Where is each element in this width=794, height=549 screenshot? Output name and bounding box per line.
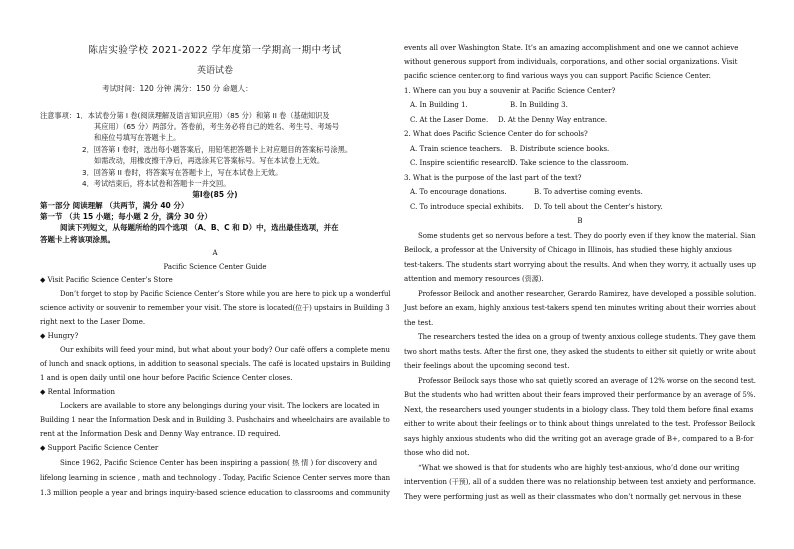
passage-line: Professor Beilock says those who sat quietly scored an average of 12% worse on the second test. xyxy=(418,377,756,385)
passage-line: Next, the researchers used younger students in a biology class. They told them before final exams xyxy=(404,406,754,414)
exam-info: 考试时间：120 分钟 满分：150 分 命题人： xyxy=(102,84,253,93)
passage-line: attention and memory resources (资源). xyxy=(404,275,544,283)
passage-line: 1 and is open daily until one hour before Pacific Science Center closes. xyxy=(40,374,293,382)
instruction: 答题卡上将该项涂黑。 xyxy=(40,235,115,244)
passage-line: science activity or souvenir to remember your visit. The store is located(位于) upstairs in Building 3 xyxy=(40,304,390,312)
passage-line: Since 1962, Pacific Science Center has been inspiring a passion( 热 情 ) for discovery and xyxy=(60,459,378,467)
question-option: B. In Building 3. xyxy=(510,101,568,109)
passage-line: intervention (干预), all of a sudden there was no relationship between test anxiety and performance. xyxy=(404,478,756,486)
question-option: B. To advertise coming events. xyxy=(534,188,643,196)
passage-line: says highly anxious students who did the writing got an average grade of B+, compared to a B-for xyxy=(404,435,754,443)
passage-line: Building 1 near the Information Desk and in Building 3. Pushchairs and wheelchairs are available to xyxy=(40,416,390,424)
exam-note: 如需改动，用橡皮擦干净后，再选涂其它答案标号。写在本试卷上无效。 xyxy=(94,156,325,165)
passage-line: of lunch and snack options, in addition to seasonal specials. The café is located upstairs in Building xyxy=(40,360,391,368)
exam-note: 注意事项：1．本试卷分第 I 卷(阅读理解及语言知识应用）（85 分）和第 II 卷（基础知识及 xyxy=(40,111,330,120)
passage-line: The researchers tested the idea on a group of twenty anxious college students. They gave them xyxy=(418,333,756,341)
passage-heading: ◆ Support Pacific Science Center xyxy=(40,444,159,452)
passage-line: lifelong learning in science , math and technology . Today, Pacific Science Center serves more than xyxy=(40,474,391,482)
question-stem: 2. What does Pacific Science Center do for schools? xyxy=(404,130,588,138)
question-option: A. To encourage donations. xyxy=(410,188,507,196)
passage-line: without generous support from individuals, corporations, and other social organizations. Visit xyxy=(404,58,738,66)
exam-note: 4．考试结束后，将本试卷和答题卡一并交回。 xyxy=(82,179,231,188)
passage-line: the test. xyxy=(404,319,434,327)
passage-line: test-takers. The students start worrying about the results. And when they worry, it actually uses up xyxy=(404,261,756,269)
passage-line: two short maths tests. After the first one, they asked the students to either sit quietly or write about xyxy=(404,348,756,356)
passage-line: those who did not. xyxy=(404,449,470,457)
part-heading: 第一部分 阅读理解 （共两节，满分 40 分） xyxy=(40,201,189,210)
question-stem: 1. Where can you buy a souvenir at Pacific Science Center? xyxy=(404,87,616,95)
exam-note: 和座位号填写在答题卡上。 xyxy=(94,133,181,142)
passage-line: right next to the Laser Dome. xyxy=(40,318,146,326)
question-option: A. Train science teachers. xyxy=(410,145,503,153)
passage-letter: A xyxy=(212,249,218,257)
question-option: C. At the Laser Dome. xyxy=(410,116,489,124)
passage-line: Professor Beilock and another researcher, Gerardo Ramirez, have developed a possible solution. xyxy=(418,290,757,298)
passage-line: But the students who had written about their fears improved their performance by an average of 5%. xyxy=(404,391,756,399)
passage-line: events all over Washington State. It’s an amazing accomplishment and one we cannot achieve xyxy=(404,44,739,52)
question-option: D. Take science to the classroom. xyxy=(510,159,629,167)
passage-title: Pacific Science Center Guide xyxy=(163,263,267,271)
passage-line: Our exhibits will feed your mind, but what about your body? Our café offers a complete menu xyxy=(60,346,390,354)
passage-heading: ◆ Rental Information xyxy=(40,388,115,396)
passage-heading: ◆ Visit Pacific Science Center’s Store xyxy=(40,276,173,284)
passage-heading: ◆ Hungry? xyxy=(40,332,79,340)
exam-note: 3．回答第 II 卷时，将答案写在答题卡上，写在本试卷上无效。 xyxy=(82,168,283,177)
passage-line: either to write about their feelings or to think about things unrelated to the test. Professor Beilock xyxy=(404,420,756,428)
question-option: D. To tell about the Center’s history. xyxy=(534,203,663,211)
passage-line: Some students get so nervous before a test. They do poorly even if they know the material. Sian xyxy=(418,232,756,240)
passage-letter: B xyxy=(577,217,583,225)
question-stem: 3. What is the purpose of the last part of the text? xyxy=(404,174,582,182)
exam-note: 2．回答第 I 卷时，选出每小题答案后，用铅笔把答题卡上对应题目的答案标号涂黑。 xyxy=(82,145,353,154)
exam-subject: 英语试卷 xyxy=(196,66,233,76)
passage-line: Don’t forget to stop by Pacific Science Center’s Store while you are here to pick up a wonderful xyxy=(60,290,391,298)
passage-line: rent at the Information Desk and Denny Way entrance. ID required. xyxy=(40,430,281,438)
passage-line: Lockers are available to store any belongings during your visit. The lockers are located in xyxy=(60,402,380,410)
question-option: C. Inspire scientific research. xyxy=(410,159,515,167)
question-option: D. At the Denny Way entrance. xyxy=(498,116,608,124)
volume-heading: 第Ⅰ卷(85 分) xyxy=(192,190,238,199)
passage-line: “What we showed is that for students who are highly test-anxious, who’d done our writing xyxy=(418,464,740,472)
passage-line: pacific science center.org to find various ways you can support Pacific Science Center. xyxy=(404,72,711,80)
instruction: 阅读下列短文，从每题所给的四个选项 （A、B、C 和 D）中，选出最佳选项，并在 xyxy=(60,223,339,232)
question-option: C. To introduce special exhibits. xyxy=(410,203,524,211)
exam-note: 其应用）（65 分）两部分。答卷前，考生务必将自己的姓名、考生号、考场号 xyxy=(94,122,340,131)
passage-line: Beilock, a professor at the University of Chicago in Illinois, has studied these highly anxious xyxy=(404,246,732,254)
passage-line: They were performing just as well as their classmates who don’t normally get nervous in these xyxy=(404,493,742,501)
passage-line: their feelings about the upcoming second test. xyxy=(404,362,570,370)
passage-line: Just before an exam, highly anxious test-takers spend ten minutes writing about their worries about xyxy=(404,304,756,312)
section-heading: 第一节 （共 15 小题；每小题 2 分，满分 30 分） xyxy=(40,212,212,221)
question-option: A. In Building 1. xyxy=(410,101,468,109)
question-option: B. Distribute science books. xyxy=(510,145,610,153)
passage-line: 1.3 million people a year and brings inquiry-based science education to classrooms and community xyxy=(40,489,390,497)
exam-title: 陈店实验学校 2021-2022 学年度第一学期高一期中考试 xyxy=(88,45,342,56)
